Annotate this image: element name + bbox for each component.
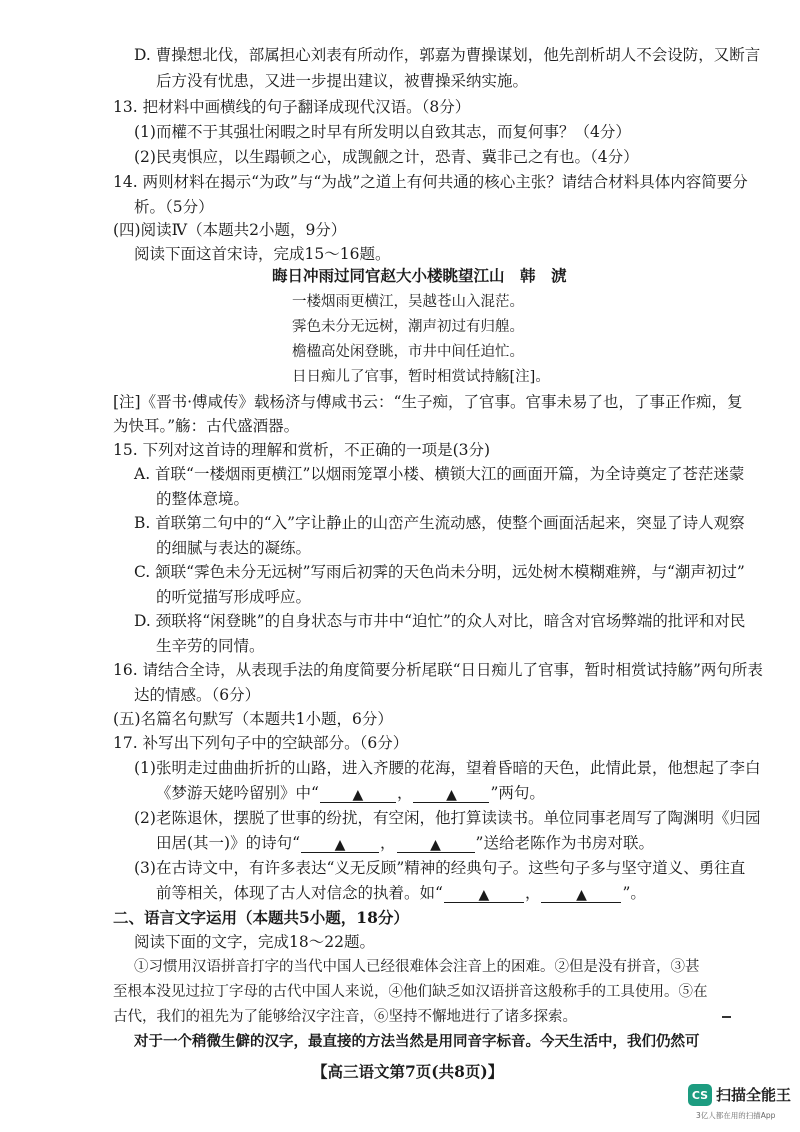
poem-note-line2: 为快耳。”觞：古代盛酒器。 xyxy=(113,417,300,435)
triangle-marker-icon: ▲ xyxy=(430,837,441,853)
question-17-1-line1: (1)张明走过曲曲折折的山路，进入齐腰的花海，望着昏暗的天色，此情此景，他想起了李白 xyxy=(134,759,761,777)
question-15: 15. 下列对这首诗的理解和赏析，不正确的一项是(3分) xyxy=(113,441,491,459)
q17-2-prefix: 田居(其一)》的诗句“ xyxy=(156,834,301,852)
question-17: 17. 补写出下列句子中的空缺部分。（6分） xyxy=(113,734,409,752)
option-d-line1: D. 曹操想北伐，部属担心刘表有所动作，郭嘉为曹操谋划，他先剖析胡人不会设防，又断言 xyxy=(134,46,761,64)
camscanner-logo-icon: CS xyxy=(688,1084,712,1106)
scanner-watermark xyxy=(688,1080,793,1124)
answer-blank[interactable] xyxy=(541,885,621,903)
question-16-line2: 达的情感。（6分） xyxy=(134,686,261,704)
question-13: 13. 把材料中画横线的句子翻译成现代汉语。（8分） xyxy=(113,98,471,116)
passage-line-3: 古代，我们的祖先为了能够给汉字注音，⑥坚持不懈地进行了诸多探索。 xyxy=(113,1009,577,1025)
page-footer: 【高三语文第7页(共8页)】 xyxy=(312,1062,504,1081)
poem-line-4: 日日痴儿了官事，暂时相赏试持觞[注]。 xyxy=(292,369,550,385)
passage-line-2: 至根本没见过拉丁字母的古代中国人来说，④他们缺乏如汉语拼音这般称手的工具使用。⑤在 xyxy=(113,984,708,1000)
poem-line-2: 霁色未分无远树，潮声初过有归艎。 xyxy=(292,319,524,335)
triangle-marker-icon: ▲ xyxy=(576,887,587,903)
reading-4-instruction: 阅读下面这首宋诗，完成15～16题。 xyxy=(134,245,391,263)
question-13-1: (1)而權不于其强壮闲暇之时早有所发明以自致其志，而复何事？（4分） xyxy=(134,123,631,141)
poem-note-line1: [注]《晋书·傅咸传》载杨济与傅咸书云：“生子痴，了官事。官事未易了也，了事正作痴，复 xyxy=(113,393,743,411)
q17-3-prefix: 前等相关，体现了古人对信念的执着。如“ xyxy=(156,884,443,902)
option-c-line2: 的听觉描写形成呼应。 xyxy=(156,588,312,606)
language-instruction: 阅读下面的文字，完成18～22题。 xyxy=(134,933,375,951)
section-reading-4: (四)阅读Ⅳ（本题共2小题，9分） xyxy=(113,221,347,239)
option-a-line1: A. 首联“一楼烟雨更横江”以烟雨笼罩小楼、横锁大江的画面开篇，为全诗奠定了苍茫迷蒙 xyxy=(134,465,745,483)
question-14-line2: 析。（5分） xyxy=(134,198,214,216)
question-17-3-line2: 前等相关，体现了古人对信念的执着。如“ ▲ ， ▲ ”。 xyxy=(156,884,646,903)
question-17-1-line2: 《梦游天姥吟留别》中“ ▲ ， ▲ ”两句。 xyxy=(156,784,545,803)
stray-dash xyxy=(722,1016,731,1018)
question-17-3-line1: (3)在古诗文中，有许多表达“义无反顾”精神的经典句子。这些句子多与坚守道义、勇往直 xyxy=(134,859,746,877)
section-language-use: 二、语言文字运用（本题共5小题，18分） xyxy=(113,908,409,927)
poem-line-3: 檐楹高处闲登眺，市井中间任迫忙。 xyxy=(292,344,524,360)
passage-line-4: 对于一个稍微生僻的汉字，最直接的方法当然是用同音字标音。今天生活中，我们仍然可 xyxy=(134,1033,700,1050)
q17-1-prefix: 《梦游天姥吟留别》中“ xyxy=(156,784,319,802)
watermark-name: 扫描全能王 xyxy=(716,1086,792,1104)
q17-3-suffix: ”。 xyxy=(622,884,646,902)
question-17-2-line2: 田居(其一)》的诗句“ ▲ ， ▲ ”送给老陈作为书房对联。 xyxy=(156,834,654,853)
poem-line-1: 一楼烟雨更横江，吴越苍山入混茫。 xyxy=(292,294,524,310)
triangle-marker-icon: ▲ xyxy=(352,787,364,803)
option-d2-line2: 生辛劳的同情。 xyxy=(156,637,265,655)
answer-blank[interactable] xyxy=(301,835,379,853)
question-13-2: (2)民夷惧应，以生蹋顿之心，成觊觎之计，恐青、冀非己之有也。（4分） xyxy=(134,148,639,166)
triangle-marker-icon: ▲ xyxy=(334,837,346,853)
poem-title: 晦日冲雨过同官赵大小楼眺望江山 韩 淲 xyxy=(272,266,567,285)
q17-1-suffix: ”两句。 xyxy=(490,784,545,802)
question-16-line1: 16. 请结合全诗，从表现手法的角度简要分析尾联“日日痴儿了官事，暂时相赏试持觞”两句所表 xyxy=(113,661,763,679)
section-recitation: (五)名篇名句默写（本题共1小题，6分） xyxy=(113,710,393,728)
passage-line-1: ①习惯用汉语拼音打字的当代中国人已经很难体会注音上的困难。②但是没有拼音，③甚 xyxy=(134,959,700,975)
option-b-line1: B. 首联第二句中的“入”字让静止的山峦产生流动感，使整个画面活起来，突显了诗人观察 xyxy=(134,514,745,532)
option-d2-line1: D. 颈联将“闲登眺”的自身状态与市井中“迫忙”的众人对比，暗含对官场弊端的批评和对民 xyxy=(134,612,746,630)
option-a-line2: 的整体意境。 xyxy=(156,490,250,508)
triangle-marker-icon: ▲ xyxy=(478,887,490,903)
option-d-line2: 后方没有忧患，又进一步提出建议，被曹操采纳实施。 xyxy=(156,72,529,90)
option-c-line1: C. 颔联“霁色未分无远树”写雨后初霁的天色尚未分明，远处树木模糊难辨，与“潮声初过” xyxy=(134,563,745,581)
answer-blank[interactable] xyxy=(320,785,396,803)
question-14-line1: 14. 两则材料在揭示“为政”与“为战”之道上有何共通的核心主张？请结合材料具体内容简要分 xyxy=(113,173,748,191)
watermark-slogan: 3亿人都在用的扫描App xyxy=(696,1111,776,1120)
triangle-marker-icon: ▲ xyxy=(446,787,457,803)
answer-blank[interactable] xyxy=(413,785,489,803)
q17-2-suffix: ”送给老陈作为书房对联。 xyxy=(475,834,654,852)
answer-blank[interactable] xyxy=(444,885,524,903)
answer-blank[interactable] xyxy=(397,835,475,853)
question-17-2-line1: (2)老陈退休，摆脱了世事的纷扰，有空闲，他打算读读书。单位同事老周写了陶渊明《归园 xyxy=(134,809,761,827)
option-b-line2: 的细腻与表达的凝练。 xyxy=(156,539,312,557)
